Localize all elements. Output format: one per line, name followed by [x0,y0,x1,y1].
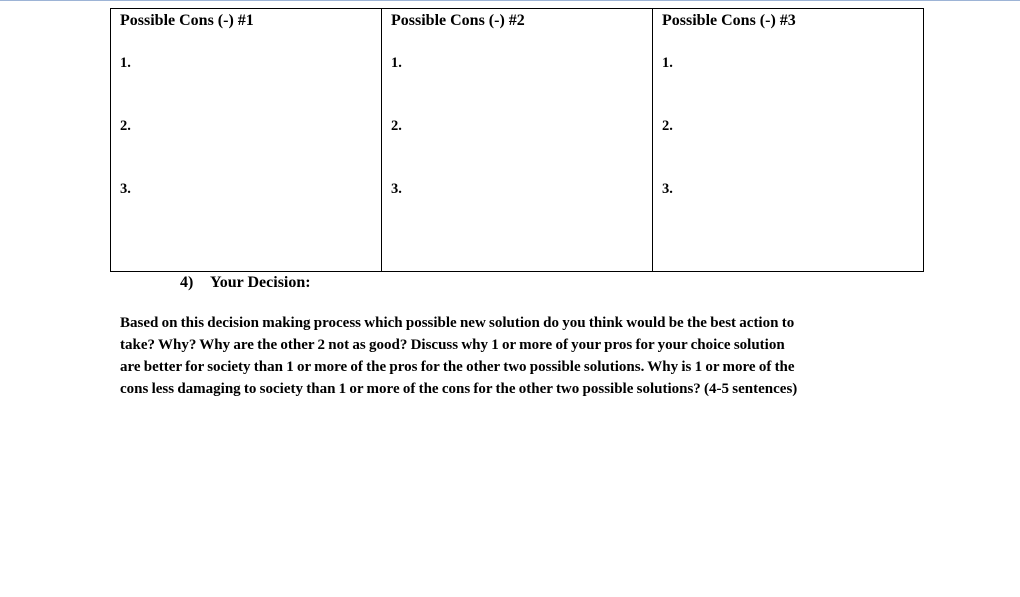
cons-item-number: 1. [120,55,131,71]
page-top-border [0,0,1020,1]
cons-item-number: 2. [662,118,673,134]
cons-column-1[interactable] [111,9,382,272]
cons-item-number: 3. [120,181,131,197]
cons-column-3[interactable] [653,9,924,272]
cons-item-number: 3. [391,181,402,197]
decision-prompt [120,312,900,400]
decision-title: Your Decision: [210,274,311,291]
cons-column-header: Possible Cons (-) #3 [662,12,796,29]
decision-prompt-line: Based on this decision making process which possible new solution do you think would be the best action to [120,315,795,331]
cons-column-2[interactable] [382,9,653,272]
cons-item-number: 2. [391,118,402,134]
cons-column-header: Possible Cons (-) #1 [120,12,254,29]
decision-prompt-line: take? Why? Why are the other 2 not as good? Discuss why 1 or more of your pros for your choice solution [120,337,785,353]
decision-prompt-line: are better for society than 1 or more of the pros for the other two possible solutions. Why is 1 or more of the [120,359,795,375]
decision-number: 4) [180,274,194,291]
cons-table-row [111,9,924,272]
cons-item-number: 1. [662,55,673,71]
cons-table [110,8,924,272]
cons-item-number: 1. [391,55,402,71]
cons-item-number: 2. [120,118,131,134]
decision-heading [180,274,311,292]
decision-prompt-line: cons less damaging to society than 1 or more of the cons for the other two possible solutions? (4-5 sentences) [120,381,798,397]
cons-column-header: Possible Cons (-) #2 [391,12,525,29]
cons-item-number: 3. [662,181,673,197]
